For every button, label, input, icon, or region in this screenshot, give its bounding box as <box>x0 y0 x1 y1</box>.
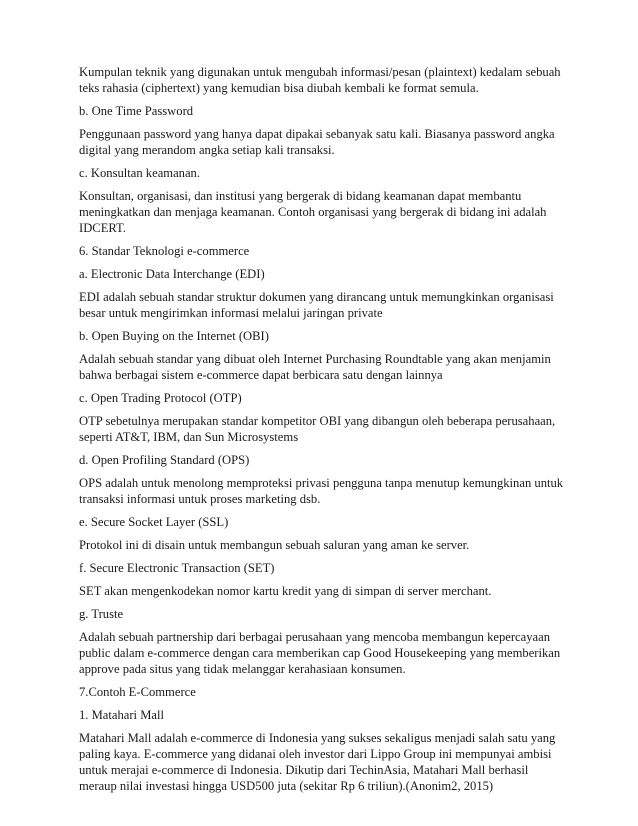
heading-otp: c. Open Trading Protocol (OTP) <box>79 391 242 405</box>
heading-obi: b. Open Buying on the Internet (OBI) <box>79 329 269 343</box>
heading-konsultan-keamanan: c. Konsultan keamanan. <box>79 166 200 180</box>
heading-standar-teknologi: 6. Standar Teknologi e-commerce <box>79 244 250 258</box>
paragraph-truste: Adalah sebuah partnership dari berbagai perusahaan yang mencoba membangun kepercayaan public dalam e-commerce dengan cara memberikan cap Good Housekeeping yang memberikan approve pada situs yang tidak melanggar kerahasiaan konsumen. <box>79 630 561 676</box>
paragraph-ops: OPS adalah untuk menolong memproteksi privasi pengguna tanpa menutup kemungkinan untuk transaksi informasi untuk proses marketing dsb. <box>79 476 564 506</box>
heading-contoh-e-commerce: 7.Contoh E-Commerce <box>79 685 196 699</box>
document-page <box>79 64 569 801</box>
paragraph-edi: EDI adalah sebuah standar struktur dokumen yang dirancang untuk memungkinkan organisasi besar untuk mengirimkan informasi melalui jaringan private <box>79 290 554 320</box>
paragraph-obi: Adalah sebuah standar yang dibuat oleh Internet Purchasing Roundtable yang akan menjamin bahwa berbagai sistem e-commerce dapat berbicara satu dengan lainnya <box>79 352 551 382</box>
paragraph-matahari-mall: Matahari Mall adalah e-commerce di Indonesia yang sukses sekaligus menjadi salah satu yang paling kaya. E-commerce yang didanai oleh investor dari Lippo Group ini mempunyai ambisi untuk merajai e-commerce di Indonesia. Dikutip dari TechinAsia, Matahari Mall berhasil meraup nilai investasi hingga USD500 juta (sekitar Rp 6 triliun).(Anonim2, 2015) <box>79 731 556 793</box>
heading-matahari-mall: 1. Matahari Mall <box>79 708 164 722</box>
paragraph-otp: OTP sebetulnya merupakan standar kompetitor OBI yang dibangun oleh beberapa perusahaan, seperti AT&T, IBM, dan Sun Microsystems <box>79 414 556 444</box>
heading-truste: g. Truste <box>79 607 124 621</box>
heading-ssl: e. Secure Socket Layer (SSL) <box>79 515 229 529</box>
heading-one-time-password: b. One Time Password <box>79 104 194 118</box>
paragraph-set: SET akan mengenkodekan nomor kartu kredit yang di simpan di server merchant. <box>79 584 492 598</box>
paragraph-ssl: Protokol ini di disain untuk membangun sebuah saluran yang aman ke server. <box>79 538 470 552</box>
paragraph-cryptography-definition: Kumpulan teknik yang digunakan untuk mengubah informasi/pesan (plaintext) kedalam sebuah teks rahasia (ciphertext) yang kemudian bisa diubah kembali ke format semula. <box>79 65 561 95</box>
paragraph-one-time-password: Penggunaan password yang hanya dapat dipakai sebanyak satu kali. Biasanya password angka digital yang merandom angka setiap kali transaksi. <box>79 127 555 157</box>
heading-ops: d. Open Profiling Standard (OPS) <box>79 453 250 467</box>
paragraph-konsultan-keamanan: Konsultan, organisasi, dan institusi yang bergerak di bidang keamanan dapat membantu meningkatkan dan menjaga keamanan. Contoh organisasi yang bergerak di bidang ini adalah IDCERT. <box>79 189 547 235</box>
heading-edi: a. Electronic Data Interchange (EDI) <box>79 267 265 281</box>
heading-set: f. Secure Electronic Transaction (SET) <box>79 561 275 575</box>
